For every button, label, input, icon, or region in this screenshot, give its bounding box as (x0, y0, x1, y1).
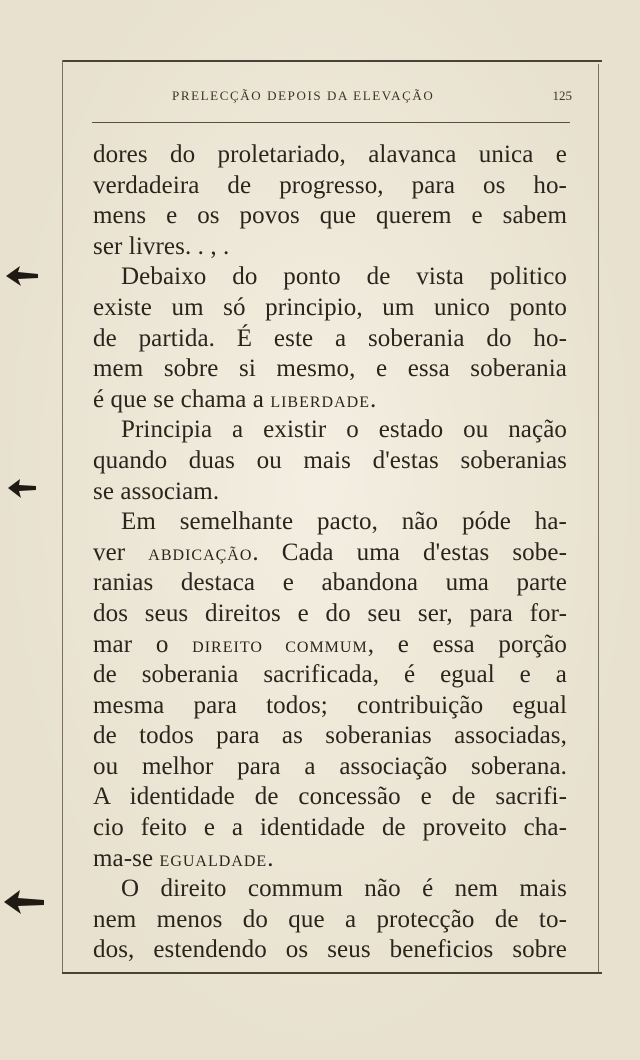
text-line: de partida. É este a soberania do ho- (93, 324, 567, 352)
text-line: cio feito e a identidade de proveito cha- (93, 814, 567, 842)
header-rule (92, 122, 570, 123)
text-line (93, 538, 567, 569)
text-run: mar o (93, 630, 193, 658)
text-line: ranias destaca e abandona uma parte (93, 569, 567, 597)
text-line: Debaixo do ponto de vista politico (121, 263, 567, 291)
page-number: 125 (552, 88, 572, 103)
text-line: verdadeira de progresso, para os ho- (93, 171, 567, 199)
text-line: mens e os povos que querem e sabem (93, 202, 567, 230)
small-caps-term: EGUALDADE (159, 852, 268, 870)
text-line: mem sobre si mesmo, e essa soberania (93, 355, 567, 383)
text-line: de todos para as soberanias associadas, (93, 722, 567, 750)
frame-top-rule (62, 60, 602, 62)
text-line: nem menos do que a protecção de to- (93, 905, 567, 933)
margin-arrow-icon (6, 476, 38, 500)
margin-arrow-icon (2, 886, 46, 916)
text-run: ma-se (93, 844, 160, 872)
body-text (93, 140, 567, 966)
small-caps-term: LIBERDADE (270, 393, 370, 411)
text-line: ser livres. . , . (93, 232, 230, 260)
text-line (93, 385, 567, 416)
text-line: se associam. (93, 477, 220, 505)
text-run: . Cada uma d'estas sobe- (252, 538, 567, 566)
text-line: dos seus direitos e do seu ser, para for- (93, 599, 567, 627)
text-line: mesma para todos; contribuição egual (93, 691, 567, 719)
text-run: . (267, 844, 274, 872)
text-run: . (369, 385, 377, 413)
frame-bottom-rule (62, 972, 602, 974)
small-caps-term: DIREITO COMMUM (192, 638, 368, 656)
frame-right-rule (598, 64, 599, 974)
text-line: O direito commum não é nem mais (121, 875, 567, 903)
text-line: dores do proletariado, alavanca unica e (93, 141, 567, 168)
margin-arrow-icon (4, 262, 40, 288)
text-run: ver (93, 538, 149, 566)
small-caps-term: ABDICAÇÃO (148, 546, 253, 564)
text-line: Principia a existir o estado ou nação (121, 416, 567, 444)
text-run: , e essa porção (367, 630, 567, 658)
text-line: A identidade de concessão e de sacrifi- (93, 783, 567, 811)
frame-left-rule (62, 60, 63, 973)
text-line: dos, estendendo os seus beneficios sobre (93, 936, 567, 964)
text-line (93, 844, 567, 875)
text-line: existe um só principio, um unico ponto (93, 293, 567, 321)
running-title: PRELECÇÃO DEPOIS DA ELEVAÇÃO (172, 88, 435, 103)
running-header (92, 84, 572, 114)
text-line: ou melhor para a associação soberana. (93, 752, 567, 780)
text-line: Em semelhante pacto, não póde ha- (121, 508, 567, 536)
text-line: quando duas ou mais d'estas soberanias (93, 446, 567, 474)
text-run: é que se chama a (93, 385, 271, 413)
text-line (93, 630, 567, 661)
text-line: de soberania sacrificada, é egual e a (93, 661, 567, 689)
